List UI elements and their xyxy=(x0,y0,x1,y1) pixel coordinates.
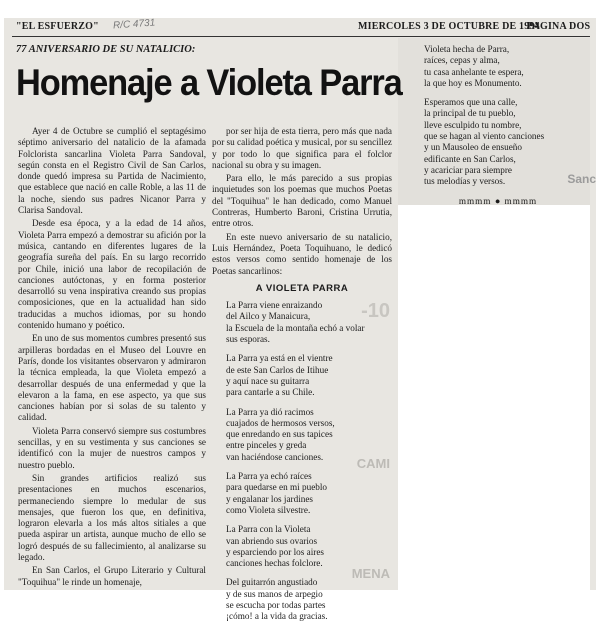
poem-line: la Escuela de la montaña echó a volar xyxy=(226,322,365,333)
author-signature: mmmm ● mmmm xyxy=(458,195,538,206)
article-paragraph: En uno de sus momentos cumbres presentó sus arpilleras bordadas en el Museo del Louvre en París, donde los visitantes observaron y admiraron la técnica empleada, la que Violeta empezó a desarrollar después de una enfermedad y que la elevaron a la fama, en ese aspecto, ya que sus canciones habían por si solas de su talento y calidad. xyxy=(18,333,206,423)
poem-line: La Parra viene enraizando xyxy=(226,300,323,311)
poem-line: sus esporas. xyxy=(226,334,270,345)
poem-stanza xyxy=(226,577,392,622)
poem-line: que se hagan al viento canciones xyxy=(424,131,545,142)
poem-title: A VIOLETA PARRA xyxy=(255,282,349,294)
article-paragraph: En San Carlos, el Grupo Literario y Cultural "Toquihua" le rinde un homenaje, xyxy=(18,565,206,587)
poem-line: para cantarle a su Chile. xyxy=(226,387,315,398)
poem-line: la principal de tu pueblo, xyxy=(424,108,516,119)
poem-line: que enredando en sus tapices xyxy=(226,429,333,440)
poem-line: para quedarse en mi pueblo xyxy=(226,482,328,493)
poem-line: y un Mausoleo de ensueño xyxy=(424,142,522,153)
archive-stamp: R/C 4731 xyxy=(112,17,156,32)
poem-line: y aquí nace su guitarra xyxy=(226,375,310,386)
article-paragraph: Ayer 4 de Octubre se cumplió el septagésimo séptimo aniversario del natalicio de la afamada Folclorista sancarlina Violeta Parra Sandoval, según consta en el Registro Civil de San Carlos, donde quedó impresa su Partida de Nacimiento, que establece que nació en calle Roble, a las 11 de la noche, siendo sus padres Nicanor Parra y Clarisa Sandoval. xyxy=(18,126,206,216)
poem-line: del Ailco y Manaicura, xyxy=(226,311,311,322)
poem-line: La Parra con la Violeta xyxy=(226,524,311,535)
article-paragraph: En este nuevo aniversario de su natalicio, Luis Hernández, Poeta Toquihuano, le dedicó estos versos como sentido homenaje de los Poetas sancarlinos: xyxy=(212,231,392,276)
poem-stanza xyxy=(424,97,586,187)
poem-line: tus melodías y versos. xyxy=(424,176,506,187)
bleed-text-3: CAMI xyxy=(356,456,390,471)
poem-line: La Parra ya está en el vientre xyxy=(226,353,333,364)
poem-stanza xyxy=(424,44,586,89)
poem-line: van abriendo sus ovarios xyxy=(226,535,318,546)
poem-line: edificante en San Carlos, xyxy=(424,153,516,164)
article-paragraph: Para ello, le más parecido a sus propias inquietudes son los poemas que muchos Poetas del "Toquihua" le han dedicado, como Manuel Contreras, Humberto Baroni, Cristina Urrutia, entre otros. xyxy=(212,173,392,229)
article-column-3 xyxy=(410,44,586,207)
bleed-text-4: MENA xyxy=(351,566,390,581)
poem-line: lleve esculpido tu nombre, xyxy=(424,119,522,130)
poem-line: Esperamos que una calle, xyxy=(424,97,518,108)
poem-line: de este San Carlos de Itihue xyxy=(226,364,329,375)
article-kicker: 77 ANIVERSARIO DE SU NATALICIO: xyxy=(16,44,196,55)
poem-line: Violeta hecha de Parra, xyxy=(424,44,510,54)
poem-stanza xyxy=(226,471,392,516)
poem-line: se escucha por todas partes xyxy=(226,599,326,610)
poem-line: y engalanar los jardines xyxy=(226,493,313,504)
poem-line: tu casa anhelante te espera, xyxy=(424,66,524,77)
poem-line: y de sus manos de arpegio xyxy=(226,588,323,599)
poem-line: La Parra ya echó raíces xyxy=(226,471,312,482)
poem-stanza xyxy=(226,524,392,569)
poem-line: canciones hechas folclore. xyxy=(226,558,323,569)
issue-date: MIERCOLES 3 DE OCTUBRE DE 1994 xyxy=(358,21,540,32)
bleed-text-1: Sanc xyxy=(567,172,596,186)
poem-line: raíces, cepas y alma, xyxy=(424,55,500,66)
paper-name: "EL ESFUERZO" xyxy=(16,21,99,32)
article-paragraph: por ser hija de esta tierra, pero más que nada por su calidad poética y musical, por su sencillez y por todo lo que significa para el folclor nacional su obra y su imagen. xyxy=(212,126,392,170)
poem-line: cuajados de hermosos versos, xyxy=(226,417,335,428)
article-paragraph: Desde esa época, y a la edad de 14 años, Violeta Parra empezó a demostrar su afición por la música, cantando en diferentes lugares de la geografía sureña del país. En su largo recorrido por Chile, inició una labor de recopilación de canciones autóctonas, y en forma posterior desarrolló su vena inspirativa creando sus propias composiciones, que en la actualidad han sido traducidas a muchos idiomas, por su hondo contenido humano y poético. xyxy=(18,218,206,331)
bleed-text-2: -10 xyxy=(361,300,390,322)
article-column-2 xyxy=(212,126,392,631)
article-paragraph: Sin grandes artificios realizó sus presentaciones en muchos escenarios, permaneciendo siempre lo medular de sus mensajes, que fueron los que, en definitiva, lograron elevarla a los más altos sitiales a que pueda aspirar un artista, aunque mucho de ello se logró después de su fallecimiento, al analizarse su legado. xyxy=(18,472,206,562)
article-paragraph: Violeta Parra conservó siempre sus costumbres sencillas, y en su vestimenta y sus canciones se identificó con la mujer de nuestros campos y nuestro pueblo. xyxy=(18,425,206,470)
poem-stanza xyxy=(226,407,392,463)
article-column-1 xyxy=(18,126,206,590)
poem-line: Del guitarrón angustiado xyxy=(226,577,318,588)
poem-stanza xyxy=(226,353,392,398)
poem-line: van haciéndose canciones. xyxy=(226,451,324,462)
poem-line: la que hoy es Monumento. xyxy=(424,77,522,88)
poem-line: y esparciendo por los aires xyxy=(226,546,324,557)
page-number: PAGINA DOS xyxy=(527,21,591,32)
poem-line: como Violeta silvestre. xyxy=(226,504,311,515)
article-title: Homenaje a Violeta Parra xyxy=(16,62,402,103)
poem-line: entre pinceles y greda xyxy=(226,440,307,451)
blank-area xyxy=(398,205,590,590)
poem-line: ¡cómo! a la vida da gracias. xyxy=(226,611,328,622)
header-rule xyxy=(12,36,590,37)
poem-line: y acariciar para siempre xyxy=(424,164,512,175)
poem-line: La Parra ya dió racimos xyxy=(226,406,314,417)
